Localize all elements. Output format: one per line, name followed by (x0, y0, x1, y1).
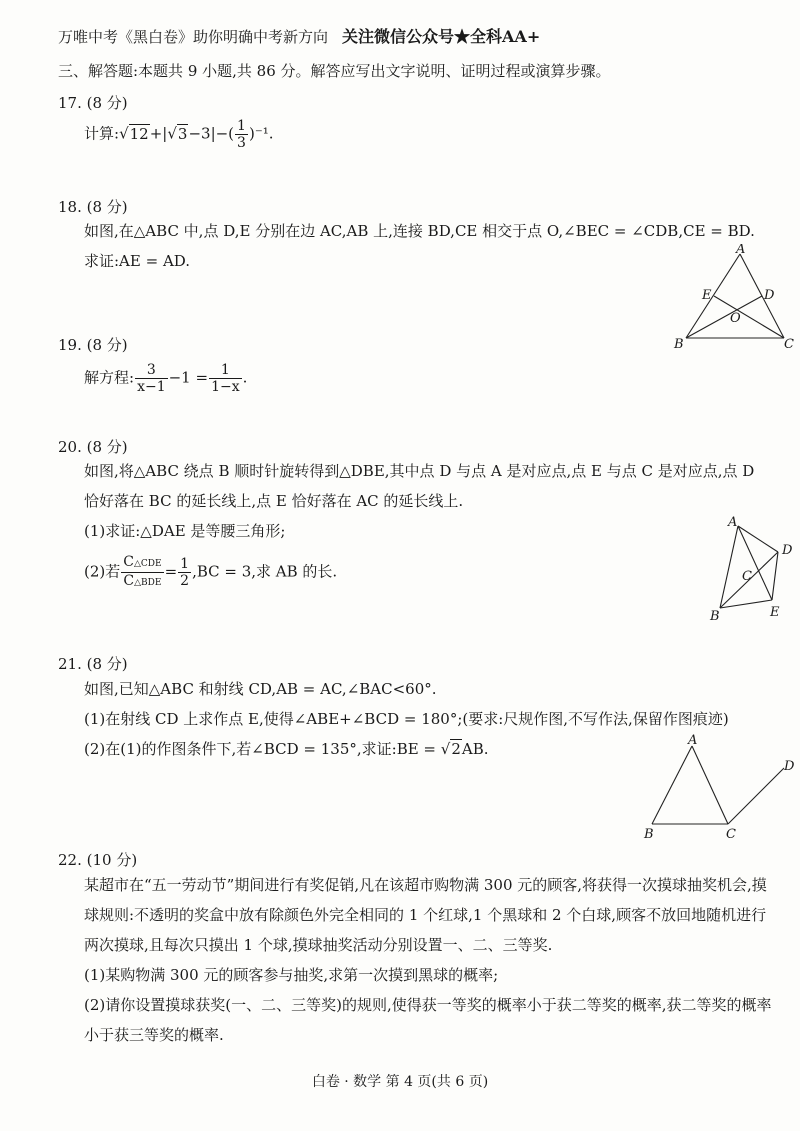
q18-line1: 如图,在△ABC 中,点 D,E 分别在边 AC,AB 上,连接 BD,CE 相交于点 O,∠BEC = ∠CDB,CE = BD. (84, 222, 755, 240)
q20-ratio: $\frac{\text{C△CDE}}{\text{C△BDE}}$ (123, 554, 162, 589)
q20-part2: (2)若 $\frac{\text{C△CDE}}{\text{C△BDE}}$ = $\frac{1}{2}$ ,BC = 3,求 AB 的长. (84, 554, 338, 589)
q21-label-d: D (784, 759, 795, 774)
q21-label-a: A (688, 733, 698, 748)
q21-figure (636, 730, 800, 840)
q20-part1: (1)求证:△DAE 是等腰三角形; (84, 522, 286, 540)
q20-figure (698, 512, 798, 624)
section-title: 三、解答题:本题共 9 小题,共 86 分。解答应写出文字说明、证明过程或演算步骤。 (58, 62, 611, 80)
q20-half: $\frac{1}{2}$ (180, 556, 190, 589)
q18-figure (672, 244, 798, 352)
q17-expression: 计算:√12+|√3−3|−( $\frac{1}{3}$ )⁻¹. (84, 118, 274, 151)
q20-label-d: D (782, 543, 793, 558)
q20-label-a: A (728, 515, 738, 530)
q18-label-e: E (702, 288, 712, 303)
q21-label-b: B (644, 827, 654, 840)
q18-label-b: B (674, 337, 684, 352)
q21-part2: (2)在(1)的作图条件下,若∠BCD = 135°,求证:BE = √2AB. (84, 740, 489, 758)
q18-line2: 求证:AE = AD. (84, 252, 191, 270)
q20-label-b: B (710, 609, 720, 624)
q21-line1: 如图,已知△ABC 和射线 CD,AB = AC,∠BAC<60°. (84, 680, 437, 698)
q20-number: 20. (8 分) (58, 438, 128, 456)
q18-label-a: A (736, 244, 746, 257)
q22-number: 22. (10 分) (58, 851, 138, 869)
header-right: 关注微信公众号★全科AA+ (342, 27, 541, 46)
page-header (58, 24, 540, 47)
q20-label-e: E (770, 605, 780, 620)
q19-fraction-1: $\frac{3}{x-1}$ (137, 362, 166, 395)
q21-number: 21. (8 分) (58, 655, 128, 673)
header-left: 万唯中考《黑白卷》助你明确中考新方向 (58, 28, 329, 46)
q18-label-o: O (730, 311, 741, 326)
q20-line1: 如图,将△ABC 绕点 B 顺时针旋转得到△DBE,其中点 D 与点 A 是对应点,点 E 与点 C 是对应点,点 D 恰好落在 BC 的延长线上,点 E 恰好落在 AC 的延长线上. (84, 462, 755, 510)
page-footer: 白卷 · 数学 第 4 页(共 6 页) (311, 1074, 489, 1090)
q20-label-c: C (742, 569, 752, 584)
q17-fraction: $\frac{1}{3}$ (237, 118, 246, 151)
q22-paragraph: 某超市在“五一劳动节”期间进行有奖促销,凡在该超市购物满 300 元的顾客,将获得一次摸球抽奖机会,摸球规则:不透明的奖盒中放有除颜色外完全相同的 1 个红球,1 个黑球和 2 个白球,顾客不放回地随机进行两次摸球,且每次只摸出 1 个球,摸球抽奖活动分别设置一、二、三等奖. (84, 876, 767, 954)
q19-equation: 解方程: $\frac{3}{x-1}$ −1 = $\frac{1}{1-x}$ . (84, 362, 248, 395)
q21-part1: (1)在射线 CD 上求作点 E,使得∠ABE+∠BCD = 180°;(要求:尺规作图,不写作法,保留作图痕迹) (84, 710, 729, 728)
q17-number: 17. (8 分) (58, 94, 128, 112)
q22-part2: (2)请你设置摸球获奖(一、二、三等奖)的规则,使得获一等奖的概率小于获二等奖的概率,获二等奖的概率小于获三等奖的概率. (84, 996, 772, 1044)
q18-label-c: C (784, 337, 794, 352)
q21-label-c: C (726, 827, 736, 840)
q22-part1: (1)某购物满 300 元的顾客参与抽奖,求第一次摸到黑球的概率; (84, 966, 499, 984)
q18-label-d: D (764, 288, 775, 303)
q18-number: 18. (8 分) (58, 198, 128, 216)
q19-number: 19. (8 分) (58, 336, 128, 354)
q19-fraction-2: $\frac{1}{1-x}$ (211, 362, 240, 395)
